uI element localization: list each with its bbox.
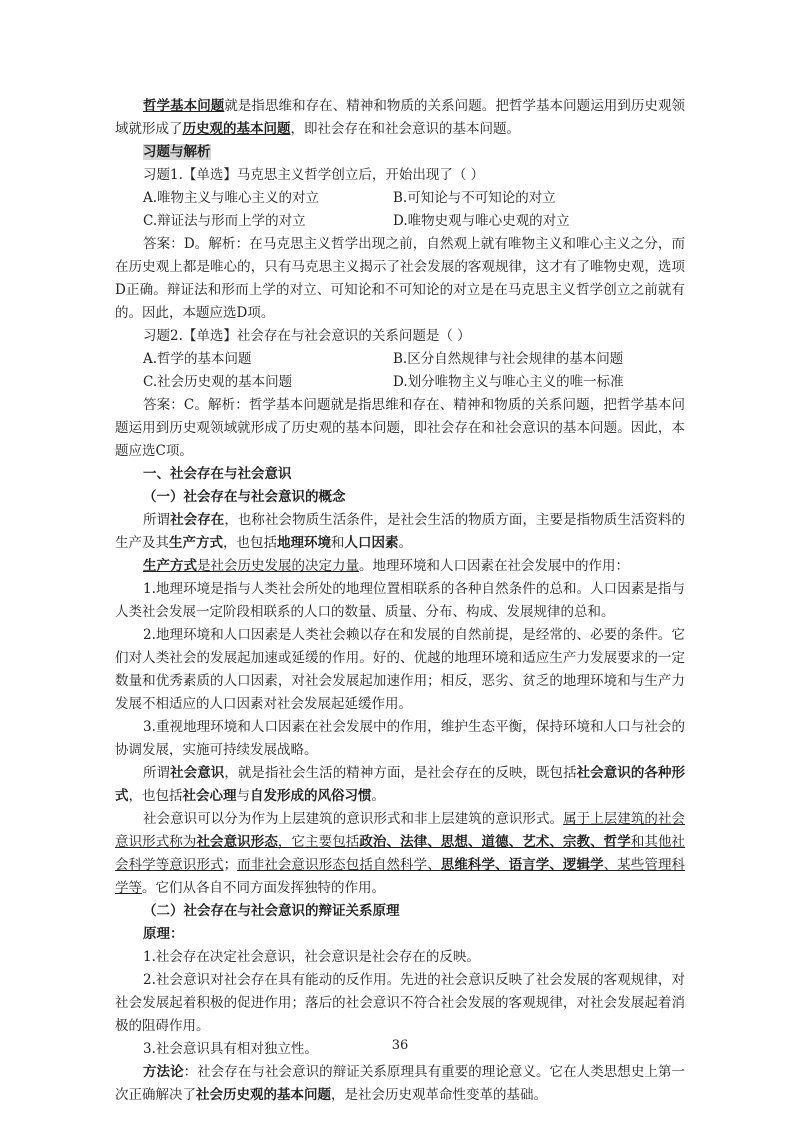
q1-option-d: D.唯物史观与唯心史观的对立 [393, 213, 570, 229]
q2-stem: 习题2.【单选】社会存在与社会意识的关系问题是（ ） [143, 328, 471, 344]
section-heading-1-1: （一）社会存在与社会意识的概念 [143, 489, 346, 505]
page-number: 36 [391, 1038, 409, 1053]
social-consciousness-paragraph: 所谓社会意识，就是指社会生活的精神方面，是社会存在的反映，既包括社会意识的各种形式，也包括社会心理与自发形成的风俗习惯。 [115, 765, 686, 804]
q1-option-b: B.可知论与不可知论的对立 [393, 190, 556, 206]
q1-option-c: C.辩证法与形而上学的对立 [143, 213, 306, 229]
exercise-title: 习题与解析 [143, 144, 211, 160]
section-heading-1-2: （二）社会存在与社会意识的辩证关系原理 [143, 903, 400, 919]
mode-of-production-paragraph: 生产方式是社会历史发展的决定力量。地理环境和人口因素在社会发展中的作用： [143, 558, 629, 574]
social-existence-paragraph: 所谓社会存在，也称社会物质生活条件，是社会生活的物质方面，主要是指物质生活资料的生产及其生产方式，也包括地理环境和人口因素。 [115, 512, 686, 551]
methodology-paragraph: 方法论：社会存在与社会意识的辩证关系原理具有重要的理论意义。它在人类思想史上第一次正确解决了社会历史观的基本问题，是社会历史观革命性变革的基础。 [115, 1064, 686, 1103]
principle-1: 1.社会存在决定社会意识，社会意识是社会存在的反映。 [143, 949, 480, 965]
section-heading-1: 一、社会存在与社会意识 [143, 466, 292, 482]
page-content [115, 95, 685, 1107]
principle-2: 2.社会意识对社会存在具有能动的反作用。先进的社会意识反映了社会发展的客观规律，对社会发展起着积极的促进作用；落后的社会意识不符合社会发展的客观规律，对社会发展起着消极的阻碍作用。 [115, 972, 685, 1034]
q1-options-row-1 [115, 187, 685, 210]
geo-point-1: 1.地理环境是指与人类社会所处的地理位置相联系的各种自然条件的总和。人口因素是指与人类社会发展一定阶段相联系的人口的数量、质量、分布、构成、发展规律的总和。 [115, 581, 685, 620]
q1-options-row-2 [115, 210, 685, 233]
q1-option-a: A.唯物主义与唯心主义的对立 [143, 190, 320, 206]
geo-point-3: 3.重视地理环境和人口因素在社会发展中的作用，维护生态平衡，保持环境和人口与社会的协调发展，实施可持续发展战略。 [115, 719, 685, 758]
q2-options-row-1 [115, 348, 685, 371]
q2-option-c: C.社会历史观的基本问题 [143, 374, 293, 390]
consciousness-forms-paragraph: 社会意识可以分为作为上层建筑的意识形式和非上层建筑的意识形式。属于上层建筑的社会意识形式称为社会意识形态，它主要包括政治、法律、思想、道德、艺术、宗教、哲学和其他社会科学等意识形式；而非社会意识形态包括自然科学、思维科学、语言学、逻辑学、某些管理科学等。它们从各自不同方面发挥独特的作用。 [115, 811, 686, 896]
principle-3: 3.社会意识具有相对独立性。 [143, 1041, 318, 1057]
q2-options-row-2 [115, 371, 685, 394]
q1-stem: 习题1.【单选】马克思主义哲学创立后，开始出现了（ ） [143, 167, 485, 183]
q1-answer: 答案：D。解析：在马克思主义哲学出现之前，自然观上就有唯物主义和唯心主义之分，而在历史观上都是唯心的，只有马克思主义揭示了社会发展的客观规律，这才有了唯物史观，选项D正确。辩证法和形而上学的对立、可知论和不可知论的对立是在马克思主义哲学创立之前就有的。因此，本题应选D项。 [115, 236, 685, 321]
q2-answer: 答案：C。解析：哲学基本问题就是指思维和存在、精神和物质的关系问题，把哲学基本问题运用到历史观领域就形成了历史观的基本问题，即社会存在和社会意识的基本问题。因此，本题应选C项。 [115, 397, 685, 459]
q2-option-b: B.区分自然规律与社会规律的基本问题 [393, 351, 624, 367]
geo-point-2: 2.地理环境和人口因素是人类社会赖以存在和发展的自然前提，是经常的、必要的条件。它们对人类社会的发展起加速或延缓的作用。好的、优越的地理环境和适应生产力发展要求的一定数量和优秀素质的人口因素，对社会发展起加速作用；相反，恶劣、贫乏的地理环境和与生产力发展不相适应的人口因素对社会发展起延缓作用。 [115, 627, 685, 712]
q2-option-a: A.哲学的基本问题 [143, 351, 252, 367]
intro-paragraph: 哲学基本问题就是指思维和存在、精神和物质的关系问题。把哲学基本问题运用到历史观领域就形成了历史观的基本问题，即社会存在和社会意识的基本问题。 [115, 98, 686, 137]
principle-label: 原理： [143, 926, 184, 942]
q2-option-d: D.划分唯物主义与唯心主义的唯一标准 [393, 374, 624, 390]
